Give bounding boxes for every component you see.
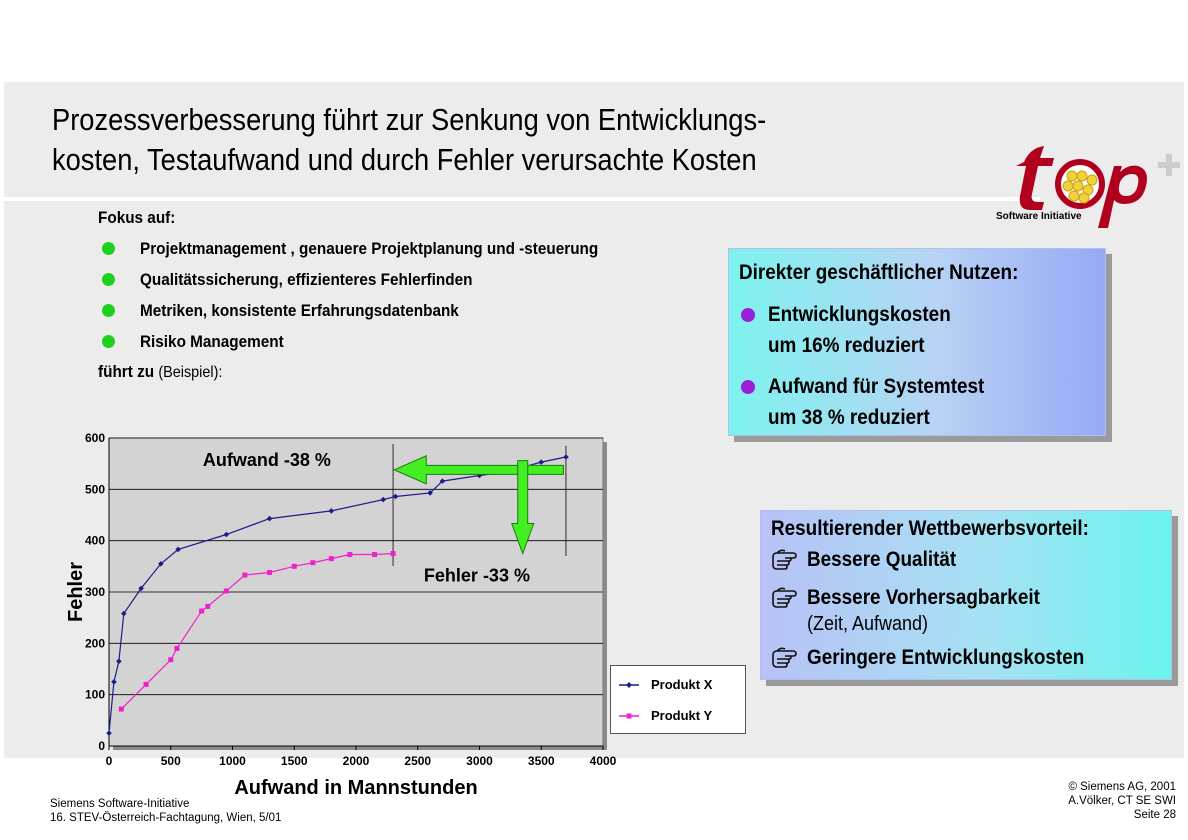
benefit-item (741, 371, 1101, 433)
footer-author: A.Völker, CT SE SWI (1068, 795, 1176, 807)
focus-item-text: Metriken, konsistente Erfahrungsdatenbank (140, 301, 459, 320)
y-tick-label: 400 (84, 533, 105, 548)
focus-block (98, 208, 658, 382)
advantage-item-line1: Bessere Qualität (807, 548, 957, 571)
effort-error-chart (56, 430, 756, 800)
title-line-1: Prozessverbesserung führt zur Senkung von Entwicklungs- (52, 102, 767, 137)
benefit-item-line2: um 38 % reduziert (768, 406, 930, 429)
advantage-box (760, 510, 1172, 680)
green-bullet-icon (102, 273, 115, 286)
footer-right (1068, 780, 1176, 822)
x-tick-label: 1000 (219, 754, 246, 768)
data-point-y (242, 573, 247, 578)
chart-legend (610, 665, 746, 734)
data-point-y (224, 588, 229, 593)
green-bullet-icon (102, 304, 115, 317)
x-tick-label: 2500 (404, 754, 432, 768)
benefit-item (741, 299, 1101, 361)
square-marker-icon (619, 711, 639, 721)
focus-item (98, 269, 658, 290)
title-line-2: kosten, Testaufwand und durch Fehler verursachte Kosten (52, 142, 757, 177)
slide-title (52, 100, 844, 180)
footer-organisation: Siemens Software-Initiative (50, 798, 190, 810)
data-point-y (199, 608, 204, 613)
advantage-item (771, 585, 1171, 637)
benefit-item-line1: Entwicklungskosten (768, 303, 951, 326)
data-point-y (372, 552, 377, 557)
y-tick-label: 600 (84, 431, 105, 445)
footer-page-number: Seite 28 (1133, 809, 1176, 821)
focus-item (98, 238, 658, 259)
y-tick-label: 100 (84, 687, 105, 702)
leads-to-line (98, 362, 602, 382)
diamond-marker-icon (619, 680, 639, 690)
x-tick-label: 3500 (527, 754, 555, 768)
focus-item (98, 300, 658, 321)
leads-to-example: (Beispiel): (158, 364, 223, 381)
data-point-y (267, 570, 272, 575)
data-point-y (168, 657, 173, 662)
title-rule (0, 197, 1040, 201)
x-tick-label: 0 (105, 754, 113, 768)
data-point-y (119, 707, 124, 712)
legend-label: Produkt X (651, 677, 713, 692)
y-axis-title: Fehler (65, 561, 87, 623)
data-point-y (292, 564, 297, 569)
focus-item-text: Risiko Management (140, 332, 284, 351)
data-point-y (205, 604, 210, 609)
y-tick-label: 0 (98, 739, 105, 753)
focus-item (98, 331, 658, 352)
x-tick-label: 4000 (589, 754, 617, 768)
benefit-heading: Direkter geschäftlicher Nutzen: (739, 261, 1019, 284)
advantage-item-line1: Geringere Entwicklungskosten (807, 646, 1085, 669)
logo-caption: Software Initiative (996, 211, 1082, 222)
advantage-item (771, 645, 1171, 671)
focus-item-text: Qualitätssicherung, effizienteres Fehlerfinden (140, 270, 473, 289)
data-point-y (329, 556, 334, 561)
advantage-heading: Resultierender Wettbewerbsvorteil: (771, 517, 1089, 540)
advantage-item-line1: Bessere Vorhersagbarkeit (807, 586, 1040, 609)
x-tick-label: 3000 (466, 754, 493, 768)
x-tick-label: 2000 (342, 754, 370, 768)
green-bullet-icon (102, 242, 115, 255)
leads-to-label: führt zu (98, 362, 155, 381)
advantage-item-line2: (Zeit, Aufwand) (807, 613, 929, 635)
green-bullet-icon (102, 335, 115, 348)
footer-left (50, 797, 281, 825)
benefit-box (728, 248, 1106, 436)
data-point-y (391, 551, 396, 556)
focus-heading: Fokus auf: (98, 208, 176, 227)
annotation-errors: Fehler -33 % (423, 565, 530, 586)
footer-event: 16. STEV-Österreich-Fachtagung, Wien, 5/01 (50, 812, 282, 824)
focus-item-text: Projektmanagement , genauere Projektplanung und -steuerung (140, 239, 599, 258)
data-point-y (310, 560, 315, 565)
benefit-item-line2: um 16% reduziert (768, 334, 925, 357)
benefit-item-line1: Aufwand für Systemtest (768, 375, 985, 398)
x-tick-label: 1500 (280, 754, 308, 768)
data-point-y (347, 552, 352, 557)
data-point-y (174, 646, 179, 651)
y-tick-label: 200 (84, 636, 105, 651)
y-tick-label: 300 (84, 585, 105, 599)
footer-copyright: © Siemens AG, 2001 (1068, 781, 1176, 793)
annotation-effort: Aufwand -38 % (202, 450, 331, 471)
x-axis-title: Aufwand in Mannstunden (234, 777, 478, 799)
legend-label: Produkt Y (651, 708, 713, 723)
y-tick-label: 500 (84, 482, 105, 497)
data-point-y (144, 682, 149, 687)
x-tick-label: 500 (160, 754, 181, 768)
advantage-item (771, 547, 1171, 573)
